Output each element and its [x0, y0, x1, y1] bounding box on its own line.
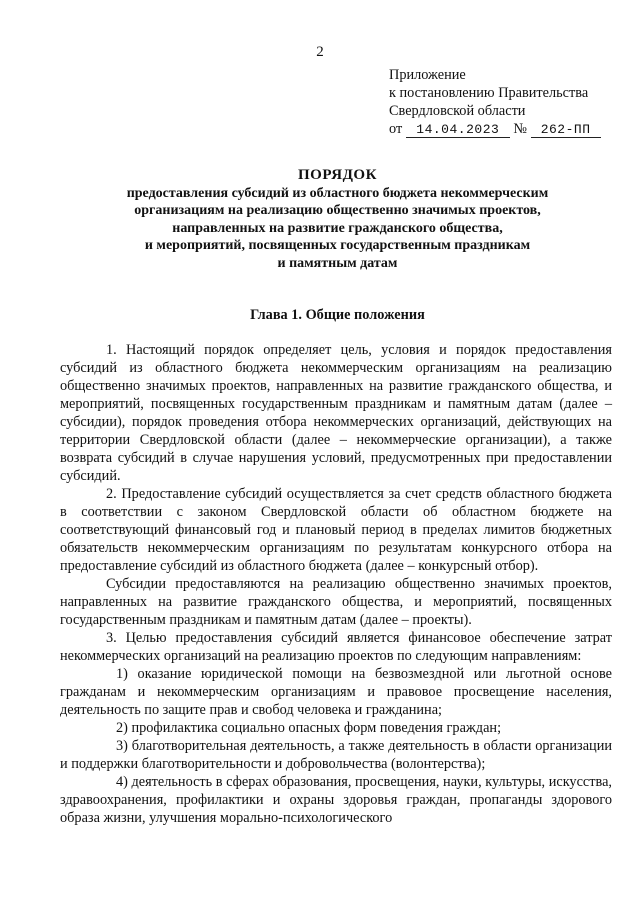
title-line-1: предоставления субсидий из областного бюджета некоммерческим — [126, 185, 549, 201]
paragraph-1: 1. Настоящий порядок определяет цель, условия и порядок предоставления субсидий из областного бюджета некоммерческим организациям на реализацию общественно значимых проектов, направленных на развитие гражданского общества, и мероприятий, посвященных государственным праздникам и памятным датам (далее – субсидии), порядок проведения отбора некоммерческих организаций, действующих на территории Свердловской области (далее – некоммерческие организации), а также возврата субсидий в случае нарушения условий, предусмотренных при предоставлении субсидий. — [60, 342, 612, 484]
appendix-date-line — [389, 120, 601, 138]
list-item-1: 1) оказание юридической помощи на безвозмездной или льготной основе гражданам и некоммерческим организациям и правовое просвещение населения, деятельность по защите прав и свобод человека и гражданина; — [60, 666, 612, 718]
list-item-4: 4) деятельность в сферах образования, просвещения, науки, культуры, искусства, здравоохранения, профилактики и охраны здоровья граждан, пропаганды здорового образа жизни, улучшения морально-психологического — [60, 774, 613, 826]
title-line-2: организациям на реализацию общественно значимых проектов, — [134, 203, 541, 218]
page-number: 2 — [316, 44, 324, 60]
document-body — [60, 341, 612, 827]
list-item-3: 3) благотворительная деятельность, а также деятельность в области организации и поддержки благотворительности и добровольчества (волонтерства); — [60, 738, 612, 772]
appendix-line-1: Приложение — [389, 67, 466, 83]
list-item-2: 2) профилактика социально опасных форм поведения граждан; — [116, 720, 502, 736]
title-line-4: и мероприятий, посвященных государственным праздникам — [144, 238, 531, 253]
document-title — [60, 167, 615, 272]
title-line-5: и памятным датам — [277, 255, 398, 271]
appendix-line-3: Свердловской области — [389, 103, 526, 119]
paragraph-2: 2. Предоставление субсидий осуществляется за счет средств областного бюджета в соответствии с законом Свердловской области об областном бюджете на соответствующий финансовый год и плановый период в пределах лимитов бюджетных обязательств некоммерческим организациям по результатам конкурсного отбора на предоставление субсидий из областного бюджета (далее – конкурсный отбор). — [60, 486, 612, 574]
paragraph-3: 3. Целью предоставления субсидий является финансовое обеспечение затрат некоммерческих организаций на реализацию проектов по следующим направлениям: — [60, 630, 612, 664]
paragraph-2-subsidies: Субсидии предоставляются на реализацию общественно значимых проектов, направленных на развитие гражданского общества, и мероприятий, посвященных государственным праздникам и памятным датам (далее – проекты). — [60, 576, 612, 628]
chapter-heading: Глава 1. Общие положения — [250, 307, 425, 323]
appendix-line-2: к постановлению Правительства — [389, 85, 589, 101]
resolution-number: 262-ПП — [531, 122, 601, 138]
from-label: от — [389, 121, 403, 137]
title-line-3: направленных на развитие гражданского общества, — [172, 220, 503, 236]
title-main: ПОРЯДОК — [298, 167, 377, 183]
resolution-date: 14.04.2023 — [406, 122, 510, 138]
number-label: № — [513, 121, 528, 137]
appendix-block — [389, 66, 601, 138]
